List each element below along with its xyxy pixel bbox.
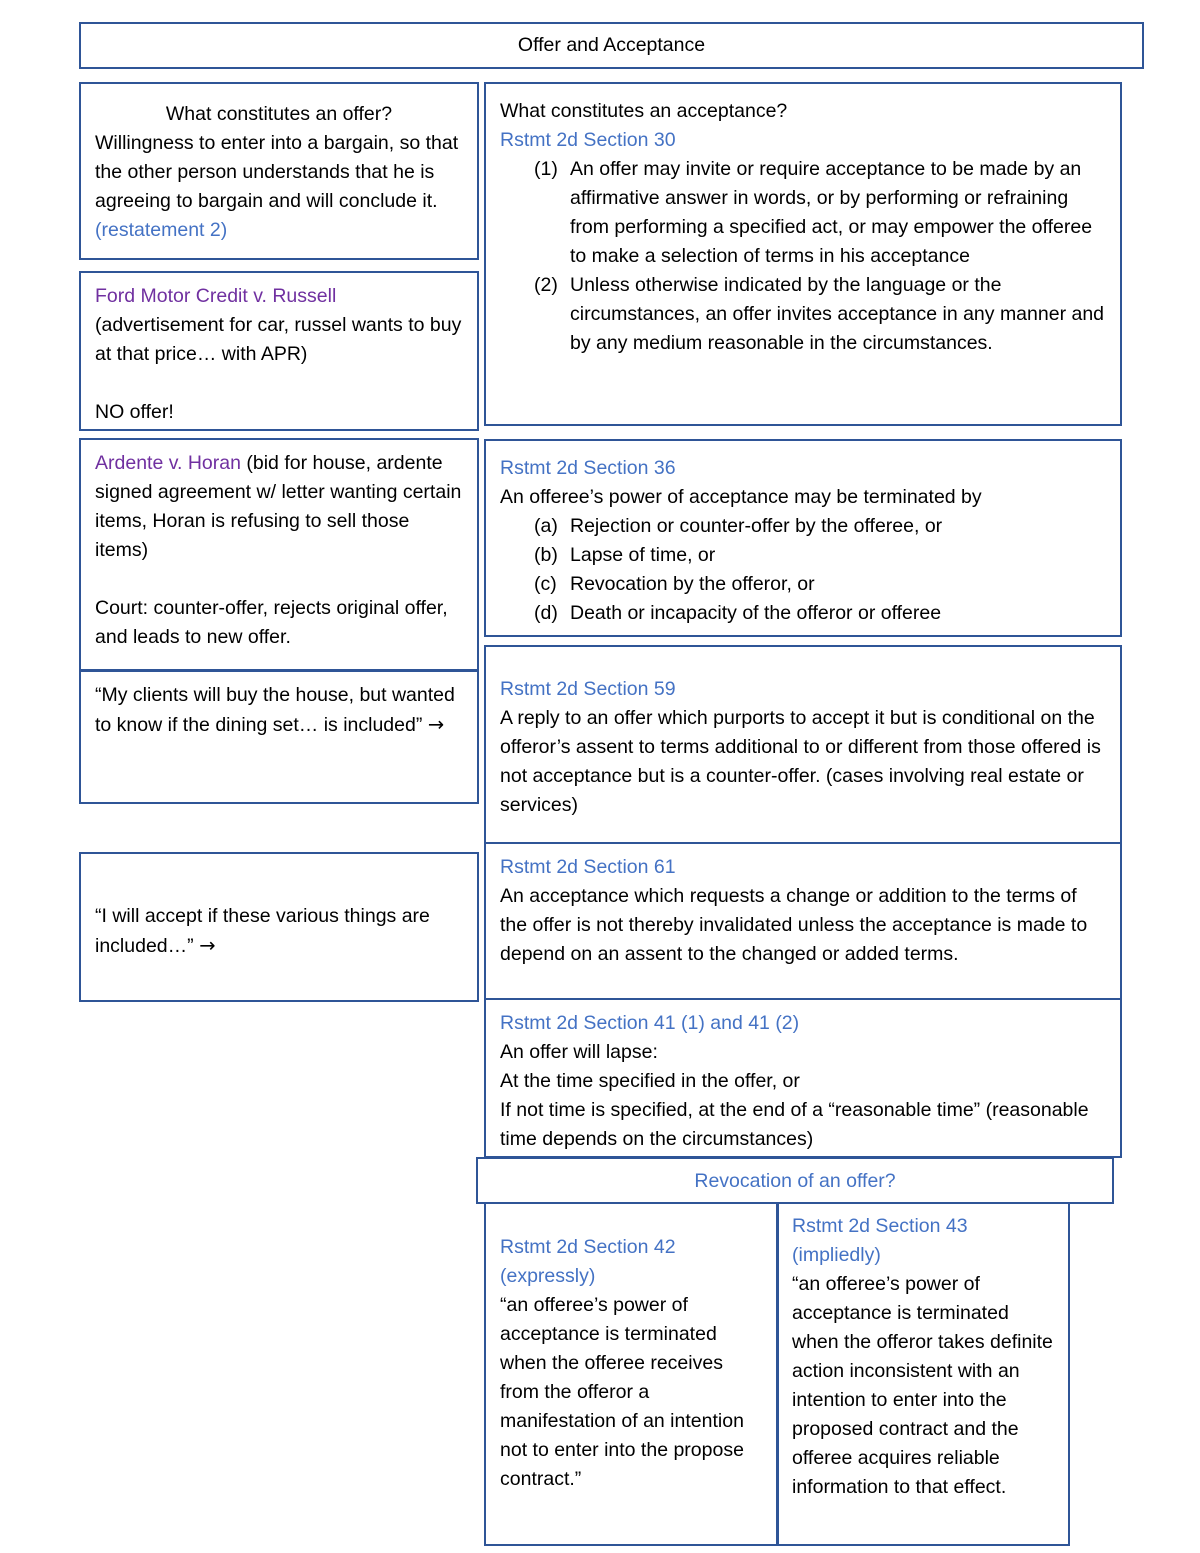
revocation-header-box [476, 1157, 1114, 1204]
list-item: (c) Revocation by the offeror, or [534, 573, 815, 595]
offer-definition-text: Willingness to enter into a bargain, so that the other person understands that he is agreeing to bargain and will conclude it. [95, 132, 459, 212]
ford-case-box [79, 271, 479, 431]
page-title: Offer and Acceptance [517, 34, 706, 56]
section-61-text: An acceptance which requests a change or addition to the terms of the offer is not thereby invalidated unless the acceptance is made to depend on an assent to the changed or added terms. [500, 885, 1088, 965]
arrow-right-icon: → [427, 713, 445, 736]
ardente-case-facts: (bid for house, ardente signed agreement w/ letter wanting certain items, Horan is refusing to sell those items) [95, 452, 462, 561]
section-61-title: Rstmt 2d Section 61 [500, 856, 676, 878]
section-59-box [484, 645, 1122, 844]
quote-conditional-box [79, 852, 479, 1002]
ford-case-facts: (advertisement for car, russel wants to buy at that price… with APR) [95, 314, 462, 365]
section-36-list [500, 512, 1106, 628]
quote-dining-set: “My clients will buy the house, but wanted to know if the dining set… is included” [95, 684, 455, 736]
section-41-title: Rstmt 2d Section 41 (1) and 41 (2) [500, 1012, 800, 1034]
arrow-right-icon: → [199, 934, 216, 957]
list-item: (2) Unless otherwise indicated by the language or the circumstances, an offer invites acceptance in any manner and by any medium reasonable in the circumstances. [534, 274, 1105, 354]
list-item: (b) Lapse of time, or [534, 544, 716, 566]
offer-definition-ref: (restatement 2) [95, 219, 228, 241]
list-item: (a) Rejection or counter-offer by the offeree, or [534, 515, 943, 537]
list-item: (d) Death or incapacity of the offeror or offeree [534, 602, 942, 624]
title-box [79, 22, 1144, 69]
section-41-line: If not time is specified, at the end of a “reasonable time” (reasonable time depends on the circumstances) [500, 1099, 1089, 1150]
section-41-box [484, 998, 1122, 1158]
ardente-case-holding: Court: counter-offer, rejects original offer, and leads to new offer. [95, 597, 448, 648]
ardente-case-name: Ardente v. Horan [95, 452, 241, 474]
section-43-mode: (impliedly) [792, 1244, 881, 1266]
section-30-title: Rstmt 2d Section 30 [500, 129, 676, 151]
section-42-mode: (expressly) [500, 1265, 596, 1287]
section-36-intro: An offeree’s power of acceptance may be terminated by [500, 486, 982, 508]
ardente-case-box [79, 438, 479, 671]
acceptance-heading: What constitutes an acceptance? [500, 100, 788, 122]
offer-definition-box [79, 82, 479, 260]
ford-case-holding: NO offer! [95, 401, 174, 423]
section-43-text: “an offeree’s power of acceptance is terminated when the offeror takes definite action inconsistent with an intention to enter into the proposed contract and the offeree acquires reliable information to that effect. [792, 1273, 1053, 1498]
ford-case-name: Ford Motor Credit v. Russell [95, 285, 337, 307]
revocation-label: Revocation of an offer? [694, 1170, 896, 1192]
section-30-list [500, 155, 1106, 358]
list-item: (1) An offer may invite or require acceptance to be made by an affirmative answer in words, or by performing or refraining from performing a specified act, or may empower the offeree to make a selection of terms in his acceptance [534, 158, 1093, 267]
section-43-box [776, 1202, 1070, 1546]
section-36-box [484, 439, 1122, 637]
section-43-title: Rstmt 2d Section 43 [792, 1215, 968, 1237]
quote-conditional: “I will accept if these various things are included…” [95, 905, 430, 957]
section-36-title: Rstmt 2d Section 36 [500, 457, 676, 479]
section-41-line: At the time specified in the offer, or [500, 1070, 800, 1092]
section-61-box [484, 842, 1122, 1000]
acceptance-box [484, 82, 1122, 426]
section-42-text: “an offeree’s power of acceptance is terminated when the offeree receives from the offeror a manifestation of an intention not to enter into the propose contract.” [500, 1294, 744, 1490]
section-42-box [484, 1202, 779, 1546]
offer-heading: What constitutes an offer? [165, 103, 393, 125]
section-59-title: Rstmt 2d Section 59 [500, 678, 676, 700]
section-41-line: An offer will lapse: [500, 1041, 658, 1063]
quote-dining-set-box [79, 670, 479, 804]
section-42-title: Rstmt 2d Section 42 [500, 1236, 676, 1258]
section-59-text: A reply to an offer which purports to accept it but is conditional on the offeror’s assent to terms additional to or different from those offered is not acceptance but is a counter-offer. (cases involving real estate or services) [500, 707, 1101, 816]
